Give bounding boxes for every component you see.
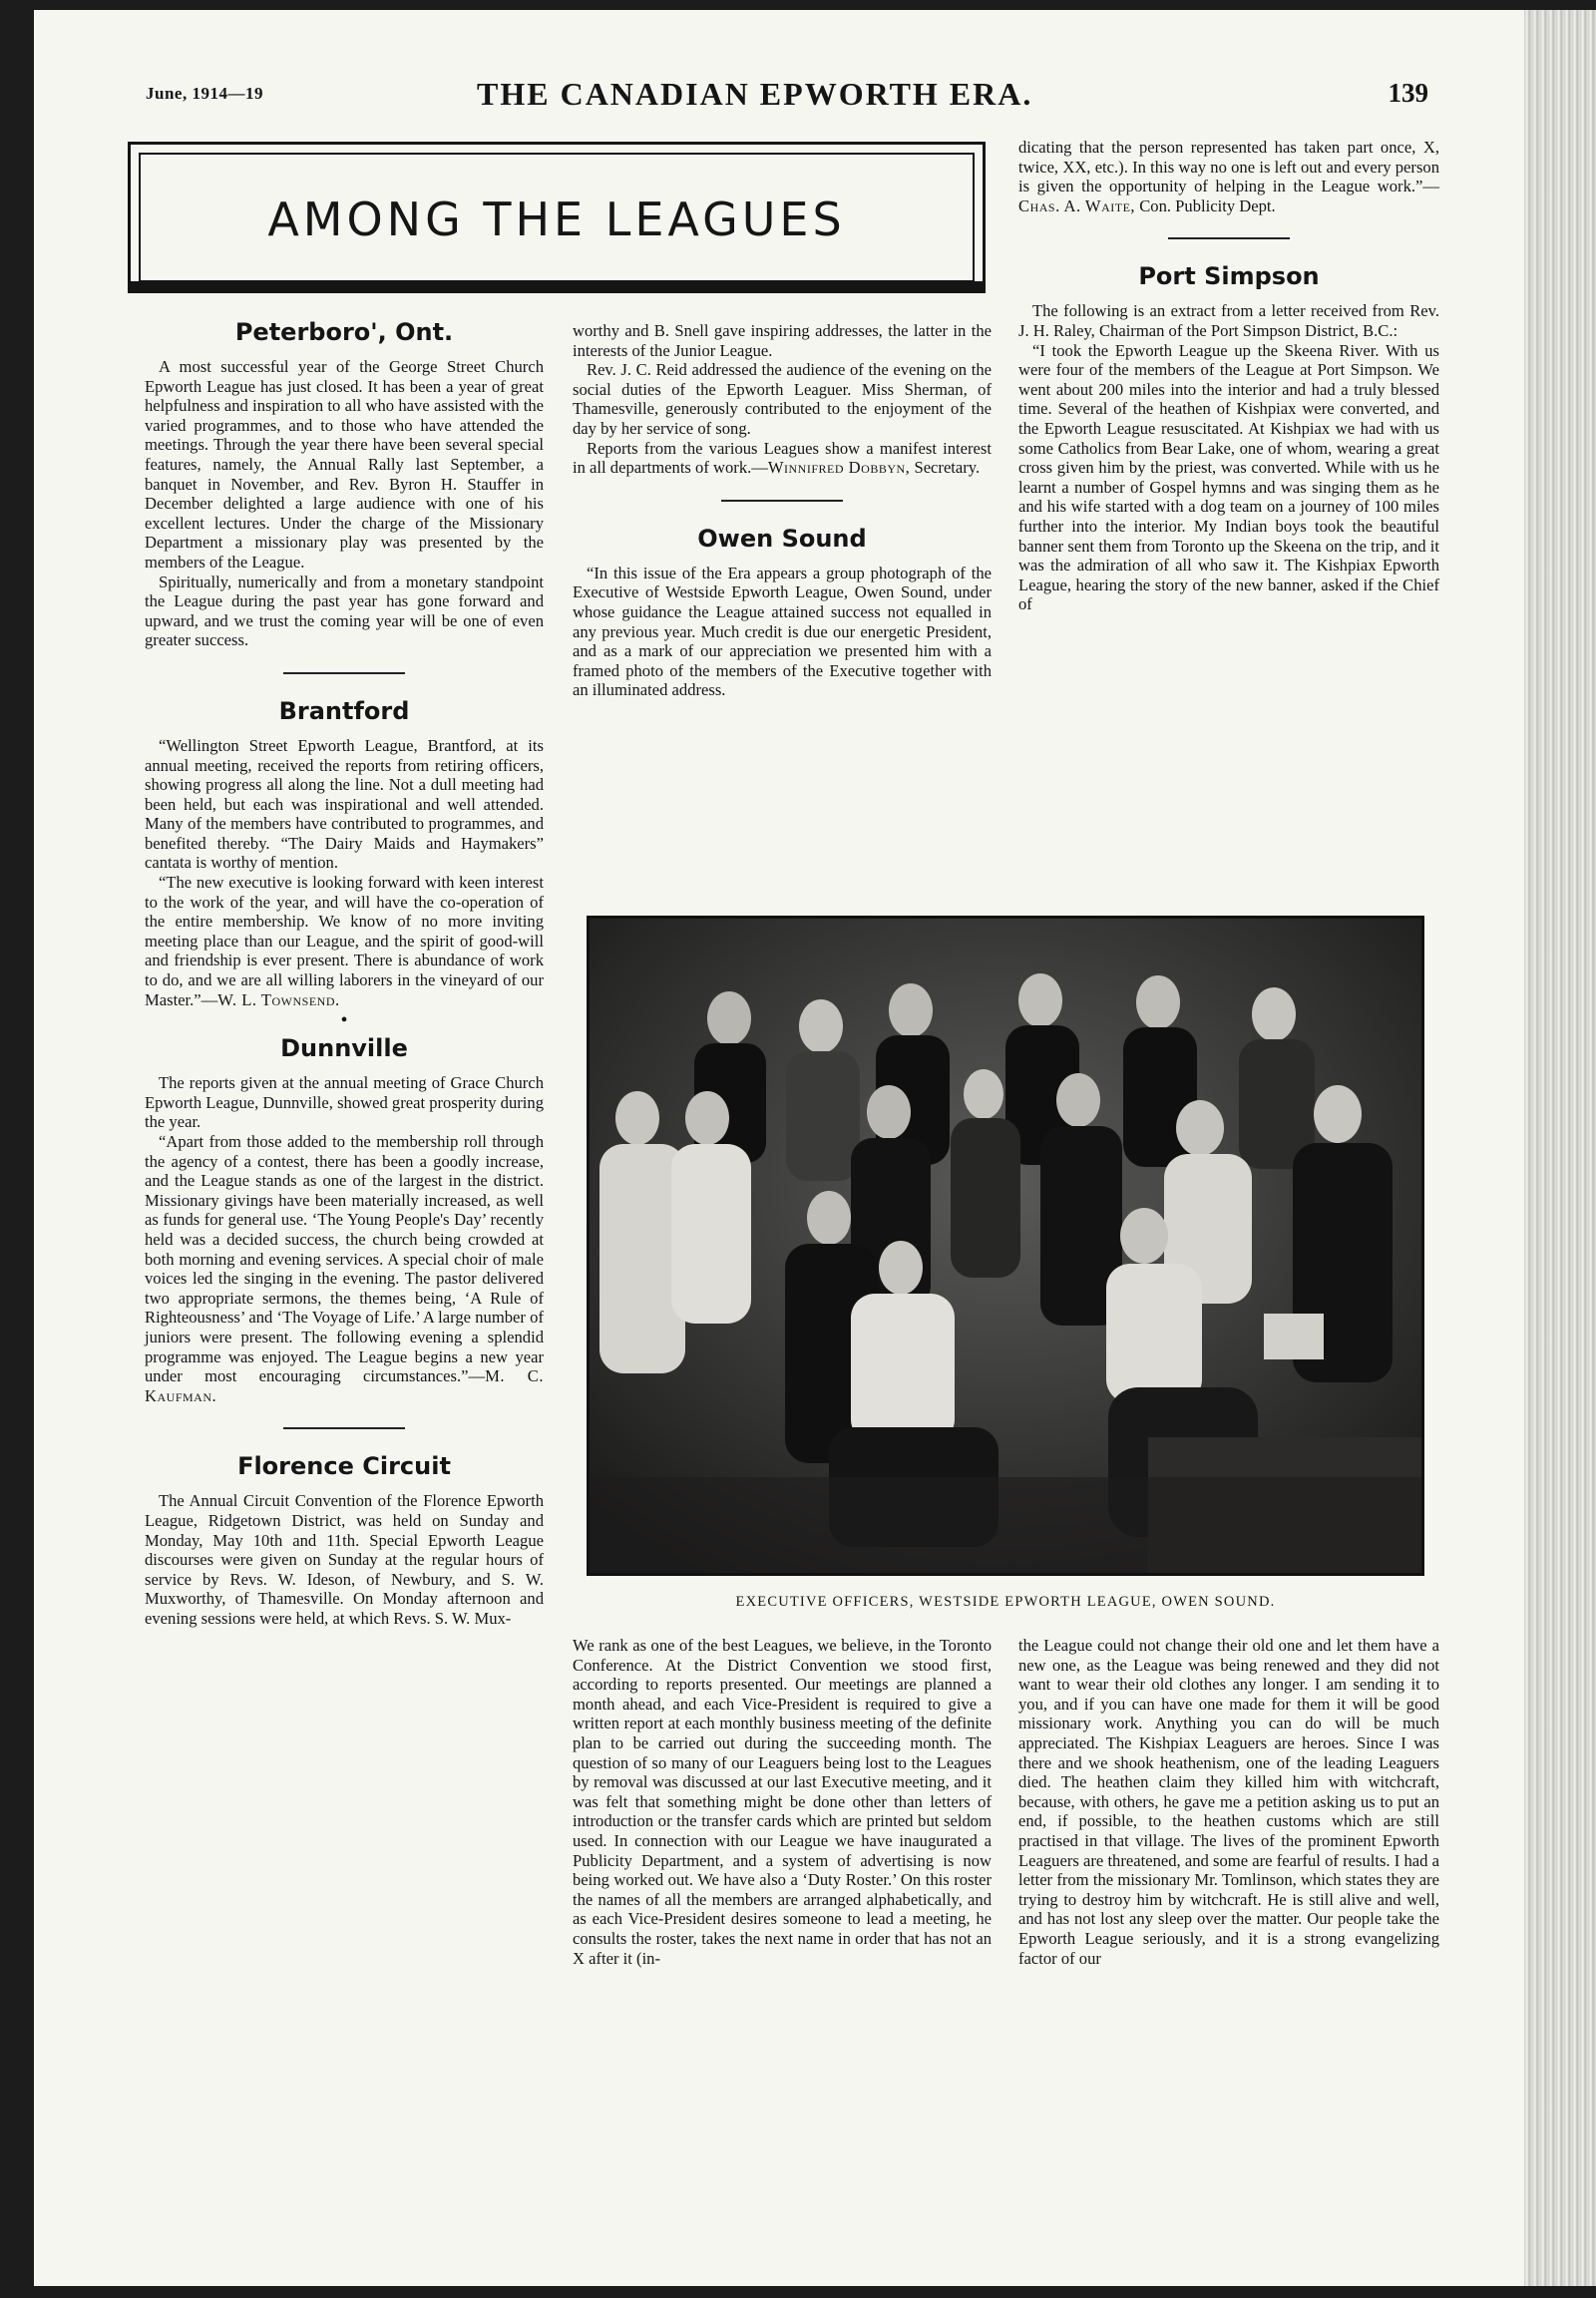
article-brantford [145,696,544,1009]
signature-role: Con. Publicity Dept. [1135,195,1276,215]
section-divider [283,1427,405,1429]
paragraph: The Annual Circuit Convention of the Florence Epworth League, Ridgetown District, was held on Sunday and Monday, May 10th and 11th. Special Epworth League discourses were given on Sunday at the regular hours of service by Revs. W. Ideson, of Newbury, and S. W. Muxworthy, of Thamesville. On Monday afternoon and evening sessions were held, at which Revs. S. W. Mux- [145,1491,544,1628]
paragraph: A most successful year of the George Street Church Epworth League has just closed. It has been a year of great helpfulness and inspiration to all who have assisted with the varied programmes, and to those who have attended the meetings. Through the year there have been several special features, namely, the Annual Rally last September, a banquet in November, and Rev. Byron H. Stauffer in December delighted a large audience with one of his excellent lectures. Under the charge of the Missionary Department a missionary play was presented by the members of the League. [145,357,544,572]
heading-port-simpson: Port Simpson [1138,262,1320,291]
heading-florence: Florence Circuit [237,1452,451,1481]
signature: Winnifred Dobbyn, [767,458,911,478]
paragraph [145,873,544,1009]
heading-brantford: Brantford [278,696,410,725]
paragraph [145,1132,544,1405]
article-owen-sound [573,524,992,700]
paragraph-text: Reports from the various Leagues show a manifest interest in all departments of work.— [573,438,992,478]
bullet-ornament: • [340,1009,348,1032]
paragraph: “I took the Epworth League up the Skeena River. With us were four of the members of the League at Port Simpson. We went about 200 miles into the interior and had a truly blessed time. Several of the heathen of Kishpiax were converted, and the Epworth League resuscitated. At Kishpiax we had with us some Catholics from Bear Lake, one of whom, wearing a great cross given him by the priest, was converted. While with us he learnt a number of Gospel hymns and was singing them as he and his wife started with a dog team on a journey of 100 miles further into the interior. My Indian boys took the beautiful banner sent them from Toronto up the Skeena on the trip, and it was the admiration of all who saw it. The Kishpiax Epworth League, hearing the story of the new banner, asked if the Chief of [1018,340,1439,614]
paragraph: Spiritually, numerically and from a monetary standpoint the League during the past year has gone forward and upward, and we trust the coming year will be one of even greater success. [145,572,544,650]
section-divider [283,672,405,674]
heading-owen-sound: Owen Sound [697,524,867,553]
article-peterboro [145,317,544,650]
column-left [145,317,544,1628]
signature: Chas. A. Waite, [1018,195,1136,215]
column-middle-top [573,321,992,700]
heading-dunnville: Dunnville [280,1034,408,1063]
photo-caption: EXECUTIVE OFFICERS, WESTSIDE EPWORTH LEAGUE, OWEN SOUND. [735,1594,1276,1610]
paragraph: The following is an extract from a letter received from Rev. J. H. Raley, Chairman of the Port Simpson District, B.C.: [1018,301,1439,340]
paragraph: the League could not change their old one and let them have a new one, as the League was being renewed and they did not want to wear their old clothes any longer. I am sending it to you, and if you can have one made for them it will be good missionary work. Anything you can do will be much appreciated. The Kishpiax Leaguers are heroes. Since I was there and we shook heathenism, one of the leading Leaguers died. The heathen claim they killed him with witchcraft, because, with others, he gave me a petition asking us to put an end, if possible, to the heathen customs which are still practised in that village. The lives of the prominent Epworth Leaguers are threatened, and some are fearful of results. I had a letter from the missionary Mr. Tomlinson, which states they are trying to destroy him by witchcraft. He is still alive and well, and has not lost any sleep over the matter. Our people take the Epworth League seriously, and it is a strong evangelizing factor of our [1018,1636,1439,1968]
article-florence [145,1451,544,1628]
paragraph [573,439,992,478]
running-head [146,76,1428,116]
section-divider [1168,237,1290,239]
book-page-edges [1524,10,1596,2286]
section-title: AMONG THE LEAGUES [267,192,846,246]
paragraph: “Wellington Street Epworth League, Brantford, at its annual meeting, received the reports from retiring officers, showing progress all along the line. Not a dull meeting had been held, but each was inspirational and well attended. Many of the members have contributed to programmes, and benefited thereby. “The Dairy Maids and Haymakers” cantata is worthy of mention. [145,735,544,873]
page-number: 139 [1388,78,1428,108]
signature-role: Secretary. [910,458,981,478]
article-port-simpson [1018,261,1439,614]
journal-title: THE CANADIAN EPWORTH ERA. [477,76,1033,112]
article-dunnville [145,1033,544,1405]
paragraph: Rev. J. C. Reid addressed the audience of the evening on the social duties of the Epworth Leaguer. Miss Sherman, of Thamesville, generously contributed to the enjoyment of the day by her service of song. [573,360,992,438]
paragraph [1018,138,1439,215]
paragraph: “In this issue of the Era appears a group photograph of the Executive of Westside Epworth League, Owen Sound, under whose guidance the League attained success not equalled in any previous year. Much credit is due our energetic President, and as a mark of our appreciation we presented him with a framed photo of the members of the Executive together with an illuminated address. [573,563,992,700]
group-photo-illustration [590,919,1421,1573]
paragraph-text: “Apart from those added to the membership roll through the agency of a contest, there has been a goodly increase, and the League stands as one of the largest in the district. Missionary givings have been materially increased, as well as funds for general use. ‘The Young People's Day’ recently held was a decided success, the church being crowded at both morning and evening services. A special choir of male voices led the singing in the evening. The pastor delivered two appropriate sermons, the themes being, ‘A Rule of Righteousness’ and ‘The Voyage of Life.’ A large number of juniors were present. The following evening a splendid programme was enjoyed. The League begins a new year under most encouraging circumstances.”— [145,1132,544,1386]
paragraph-text: “The new executive is looking forward with keen interest to the work of the year, and will have the co-operation of the entire membership. We know of no more inviting meeting place than our League, and the spirit of good-will and friendship is ever present. There is abundance of work to do, and we are all willing laborers in the vineyard of our Master.”— [145,873,544,1009]
heading-peterboro: Peterboro', Ont. [234,318,454,346]
signature: W. L. Townsend. [217,989,340,1009]
section-divider [721,500,843,502]
paragraph: worthy and B. Snell gave inspiring addresses, the latter in the interests of the Junior League. [573,321,992,360]
group-photograph [587,916,1424,1576]
column-right-top [1018,138,1439,614]
issue-date: June, 1914—19 [146,84,263,103]
column-right-bottom [1018,1636,1439,1968]
column-middle-bottom [573,1636,992,1968]
section-banner [128,142,986,293]
paragraph: We rank as one of the best Leagues, we believe, in the Toronto Conference. At the District Convention we stood first, according to reports presented. Our meetings are planned a month ahead, and each Vice-President is required to give a written report at each monthly business meeting of the definite plan to be carried out during the succeeding month. The question of so many of our Leaguers being lost to the Leagues by removal was discussed at our last Executive meeting, and it was felt that something might be done other than letters of introduction or the transfer cards which are printed but seldom used. In connection with our League we have inaugurated a Publicity Department, and a system of advertising is now being worked out. We have also a ‘Duty Roster.’ On this roster the names of all the members are arranged alphabetically, and as each Vice-President desires someone to lead a meeting, he consults the roster, takes the next name in order that has not an X after it (in- [573,1636,992,1968]
paragraph: The reports given at the annual meeting of Grace Church Epworth League, Dunnville, showed great prosperity during the year. [145,1073,544,1132]
paragraph-text: dicating that the person represented has taken part once, X, twice, XX, etc.). In this way no one is left out and every person is given the opportunity of helping in the League work.”— [1018,138,1439,196]
signature: M. C. Kaufman. [145,1366,544,1405]
